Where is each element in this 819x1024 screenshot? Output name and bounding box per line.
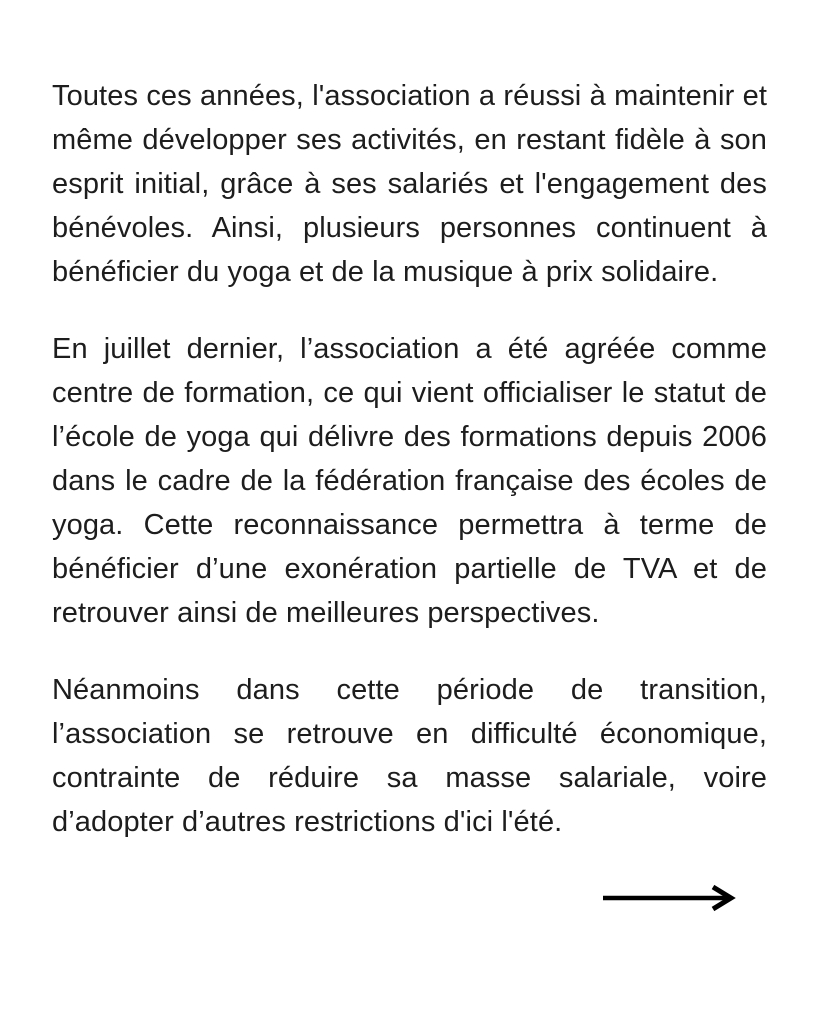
paragraph-2: En juillet dernier, l’association a été agréée comme centre de formation, ce qui vient officialiser le statut de l’école de yoga qui délivre des formations depuis 2006 dans le cadre de la fédération française des écoles de yoga. Cette reconnaissance permettra à terme de bénéficier d’une exonération partielle de TVA et de retrouver ainsi de meilleures perspectives. (52, 333, 767, 629)
paragraph-3: Néanmoins dans cette période de transition, l’association se retrouve en difficulté économique, contrainte de réduire sa masse salariale, voire d’adopter d’autres restrictions d'ici l'été. (52, 674, 767, 838)
paragraph-1: Toutes ces années, l'association a réussi à maintenir et même développer ses activités, en restant fidèle à son esprit initial, grâce à ses salariés et l'engagement des bénévoles. Ainsi, plusieurs personnes continuent à bénéficier du yoga et de la musique à prix solidaire. (52, 80, 767, 288)
next-arrow-icon[interactable] (601, 882, 737, 914)
footer (52, 882, 767, 914)
text-block (52, 74, 767, 844)
